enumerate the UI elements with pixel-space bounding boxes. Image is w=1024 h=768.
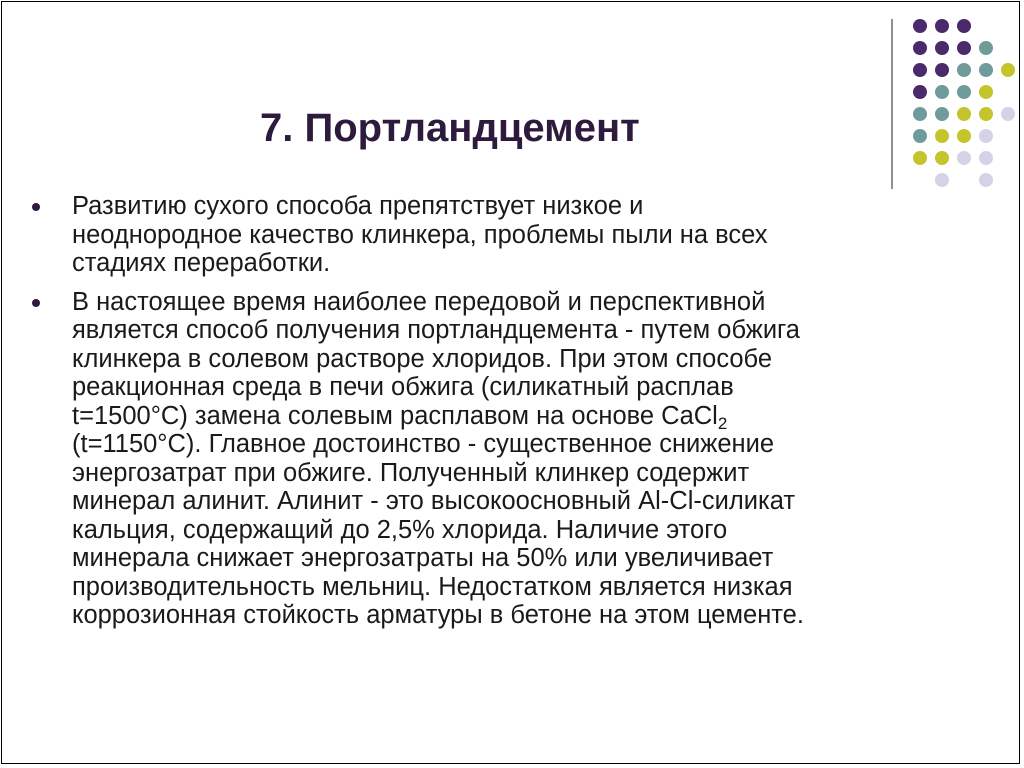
decor-dot — [957, 129, 971, 143]
subscript: 2 — [717, 413, 728, 433]
text-line: стадиях переработки. — [72, 249, 331, 277]
dot-pattern — [2, 2, 1024, 202]
decor-dot — [957, 41, 971, 55]
decor-dot — [957, 63, 971, 77]
decor-dot — [935, 19, 949, 33]
decor-dot — [935, 85, 949, 99]
text-line: минерал алинит. Алинит - это высокоосновный Al-Cl-силикат — [72, 487, 796, 515]
decor-dot — [957, 19, 971, 33]
decor-dot — [913, 63, 927, 77]
decor-dot — [913, 129, 927, 143]
decor-dot — [1001, 107, 1015, 121]
bullet-item — [32, 192, 932, 278]
text-line: коррозионная стойкость арматуры в бетоне на этом цементе. — [72, 601, 804, 629]
decor-dot — [935, 107, 949, 121]
text-line: является способ получения портландцемента - путем обжига — [72, 316, 800, 344]
decor-dot — [935, 41, 949, 55]
decor-dot — [957, 151, 971, 165]
bullet-item — [32, 288, 932, 630]
decor-dot — [913, 107, 927, 121]
bullet-icon — [32, 203, 40, 211]
slide — [1, 1, 1020, 764]
decor-dot — [979, 151, 993, 165]
text-line: неоднородное качество клинкера, проблемы пыли на всех — [72, 220, 768, 249]
formula-text: t=1500°С) замена солевым расплавом на основе CaCl — [72, 401, 718, 430]
text-line: В настоящее время наиболее передовой и перспективной — [72, 287, 766, 316]
text-line — [72, 402, 932, 431]
decor-dot — [935, 151, 949, 165]
decor-dot — [913, 151, 927, 165]
decor-dot — [957, 107, 971, 121]
decor-dot — [979, 41, 993, 55]
text-line: реакционная среда в печи обжига (силикатный расплав — [72, 373, 734, 401]
decor-dot — [913, 19, 927, 33]
text-line: производительность мельниц. Недостатком является низкая — [72, 572, 793, 601]
decor-dot — [979, 85, 993, 99]
decor-dot — [979, 107, 993, 121]
decor-dot — [935, 173, 949, 187]
text-line: Развитию сухого способа препятствует низкое и — [72, 192, 644, 220]
decor-dot — [979, 173, 993, 187]
text-line: клинкера в солевом растворе хлоридов. При этом способе — [72, 344, 773, 373]
decor-dot — [979, 63, 993, 77]
decor-dot — [913, 85, 927, 99]
text-line: минерала снижает энергозатраты на 50% или увеличивает — [72, 544, 774, 572]
decor-dot — [979, 129, 993, 143]
decor-dot — [935, 129, 949, 143]
slide-content — [32, 192, 932, 630]
text-line: (t=1150°С). Главное достоинство - существенное снижение — [72, 430, 775, 458]
decor-dot — [913, 41, 927, 55]
bullet-icon — [32, 299, 40, 307]
text-line: энергозатрат при обжиге. Полученный клинкер содержит — [72, 458, 750, 487]
slide-title: 7. Портландцемент — [260, 106, 640, 150]
decor-dot — [935, 63, 949, 77]
decor-dot — [1001, 63, 1015, 77]
text-line: кальция, содержащий до 2,5% хлорида. Наличие этого — [72, 515, 728, 544]
decor-dot — [957, 85, 971, 99]
